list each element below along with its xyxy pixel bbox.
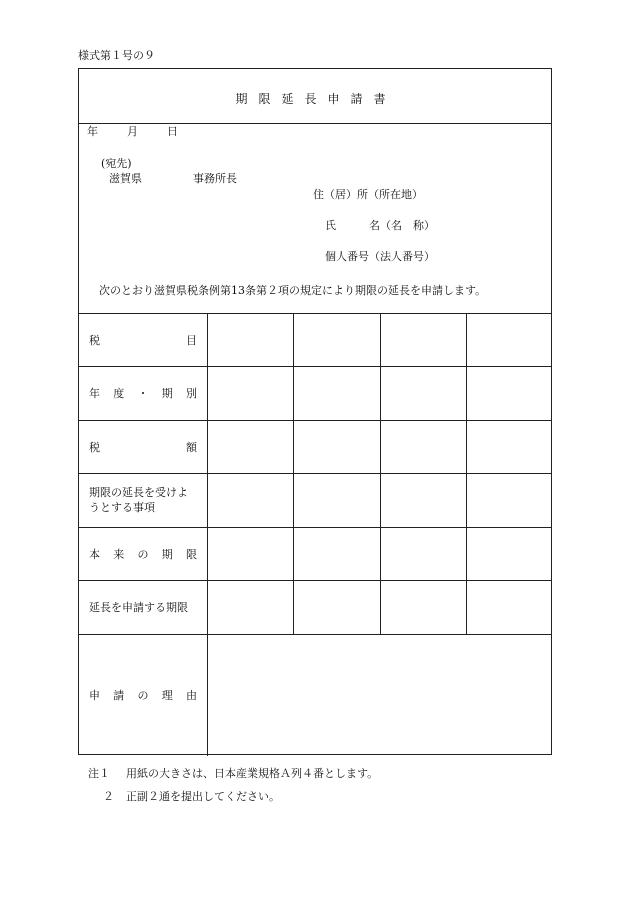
addressee-prefix: (宛先): [101, 157, 132, 170]
table-column-divider: [207, 313, 208, 756]
form-id: 様式第１号の９: [78, 49, 155, 62]
table-column-divider: [293, 313, 294, 634]
date-day: 日: [167, 125, 178, 138]
statement: 次のとおり滋賀県税条例第13条第２項の規定により期限の延長を申請します。: [99, 284, 487, 297]
note-2-text: 正副２通を提出してください。: [126, 790, 280, 803]
name-label-a: 氏: [325, 219, 336, 232]
application-form: [78, 68, 552, 755]
table-row-label: 税 目: [89, 333, 197, 347]
name-label-b: 名（名 称）: [369, 219, 435, 232]
number-label: 個人番号（法人番号）: [325, 250, 435, 263]
addressee-office: 事務所長: [193, 172, 237, 185]
divider: [79, 123, 551, 124]
table-row-label: 延長を申請する期限: [89, 600, 188, 614]
table-column-divider: [380, 313, 381, 634]
table-column-divider: [466, 313, 467, 634]
date-month: 月: [127, 125, 138, 138]
form-title: 期限延長申請書: [235, 92, 397, 106]
table-row-label: 申 請 の 理 由: [89, 689, 197, 702]
addressee-prefecture: 滋賀県: [109, 172, 142, 185]
table-row-label: 税 額: [89, 440, 197, 454]
note-1-text: 用紙の大きさは、日本産業規格Ａ列４番とします。: [126, 767, 379, 780]
table-row-label: 年 度 ・ 期 別: [89, 387, 197, 400]
table-row-label: 期限の延長を受けようとする事項: [89, 486, 188, 514]
address-label: 住（居）所（所在地）: [313, 188, 423, 201]
date-year: 年: [87, 125, 98, 138]
note-2-mark: ２: [103, 790, 114, 803]
table-row-label: 本 来 の 期 限: [89, 547, 197, 561]
note-1-mark: 注１: [88, 767, 110, 780]
